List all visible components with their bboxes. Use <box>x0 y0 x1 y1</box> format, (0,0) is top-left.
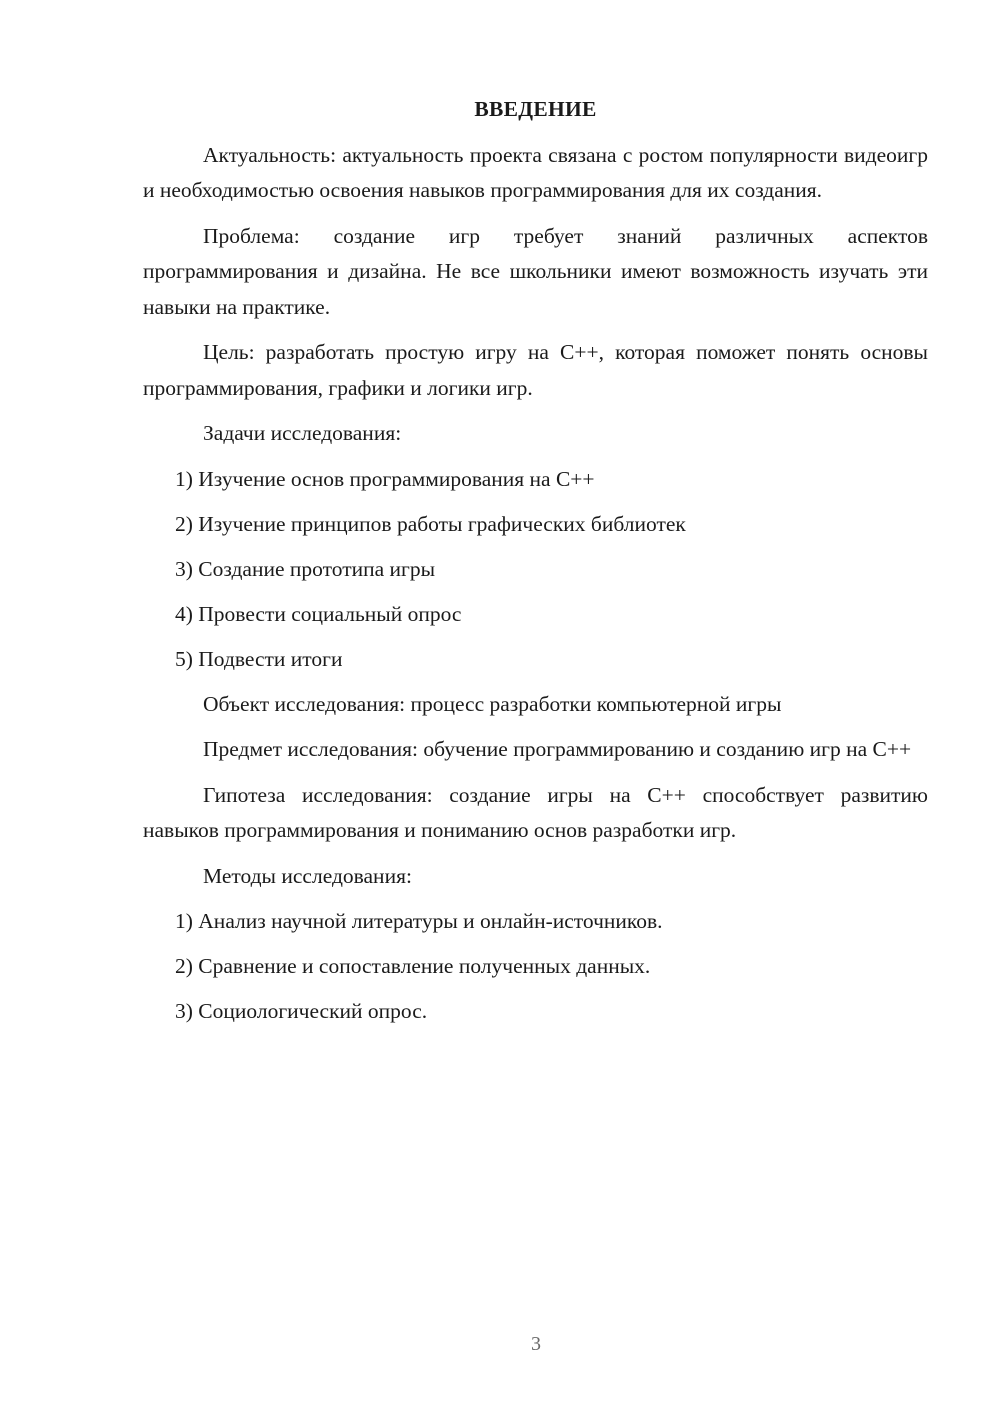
method-item: 3) Социологический опрос. <box>175 999 428 1023</box>
problem-paragraph: Проблема: создание игр требует знаний различных аспектов программирования и дизайна. Не все школьники имеют возможность изучать эти навыки на практике. <box>143 223 928 319</box>
task-item: 4) Провести социальный опрос <box>175 601 462 626</box>
method-item: 2) Сравнение и сопоставление полученных данных. <box>175 954 651 978</box>
tasks-heading: Задачи исследования: <box>203 421 402 445</box>
page-number: 3 <box>531 1333 541 1355</box>
hypothesis-paragraph: Гипотеза исследования: создание игры на C++ способствует развитию навыков программирования и пониманию основ разработки игр. <box>143 782 928 842</box>
methods-list <box>143 904 928 1030</box>
goal-paragraph: Цель: разработать простую игру на C++, которая поможет понять основы программирования, графики и логики игр. <box>143 340 928 400</box>
tasks-list <box>143 462 928 678</box>
page-title: ВВЕДЕНИЕ <box>474 97 597 121</box>
task-item: 5) Подвести итоги <box>175 646 343 671</box>
subject-paragraph: Предмет исследования: обучение программированию и созданию игр на C++ <box>203 737 912 761</box>
object-paragraph: Объект исследования: процесс разработки компьютерной игры <box>203 691 782 716</box>
task-item: 1) Изучение основ программирования на C++ <box>175 466 595 491</box>
task-item: 3) Создание прототипа игры <box>175 556 436 581</box>
methods-heading: Методы исследования: <box>203 863 412 888</box>
page-content <box>143 92 928 1039</box>
method-item: 1) Анализ научной литературы и онлайн-источников. <box>175 909 663 933</box>
relevance-paragraph: Актуальность: актуальность проекта связана с ростом популярности видеоигр и необходимостью освоения навыков программирования для их создания. <box>143 142 928 202</box>
task-item: 2) Изучение принципов работы графических библиотек <box>175 511 686 536</box>
